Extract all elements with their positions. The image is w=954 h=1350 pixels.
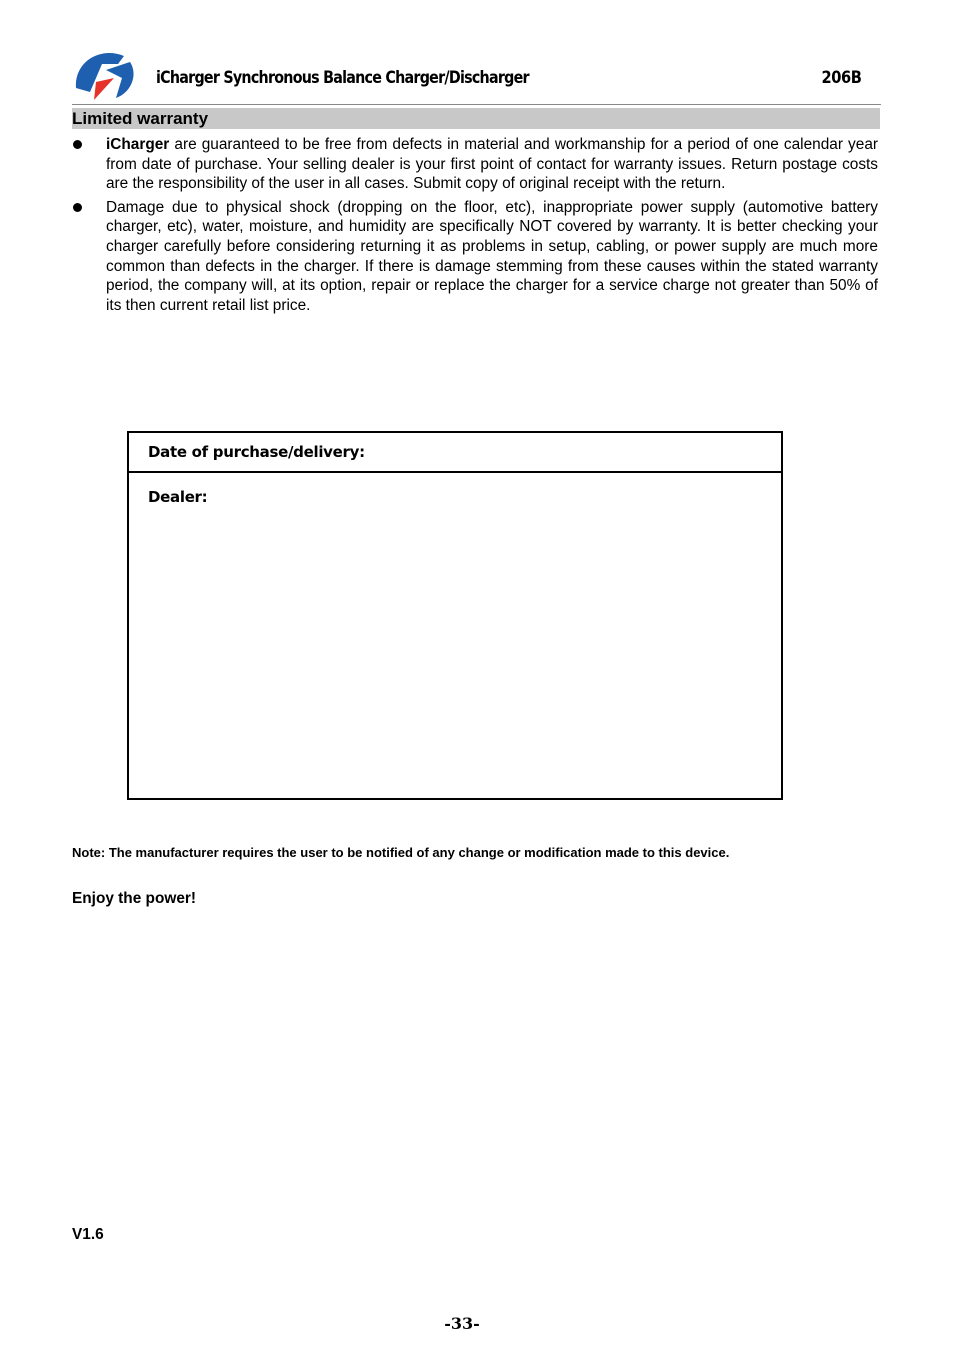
warranty-item-exclusions xyxy=(72,198,878,316)
warranty-coverage-text: are guaranteed to be free from defects in material and workmanship for a period of one calendar year from date of purchase. Your selling dealer is your first point of contact for warranty issues. Return postage costs are the responsibility of the user in all cases. Submit copy of original receipt with the return. xyxy=(106,136,878,193)
page-header xyxy=(72,48,881,105)
brand-name: iCharger xyxy=(106,136,170,153)
warranty-item-coverage xyxy=(72,135,878,194)
bullet-icon xyxy=(73,140,82,149)
closing-text: Enjoy the power! xyxy=(72,890,196,907)
bullet-icon xyxy=(73,203,82,212)
header-model: 206B xyxy=(821,68,861,88)
date-of-purchase-field[interactable] xyxy=(129,433,781,473)
warranty-exclusions-text: Damage due to physical shock (dropping on the floor, etc), inappropriate power supply (automotive battery charger, etc), water, moisture, and humidity are specifically NOT covered by warranty. It is better checking your charger carefully before considering returning it as problems in setup, cabling, or power supply are much more common than defects in the charger. If there is damage stemming from these causes within the stated warranty period, the company will, at its option, repair or replace the charger for a service charge not greater than 50% of its then current retail list price. xyxy=(106,198,878,314)
dealer-label: Dealer: xyxy=(148,488,208,506)
warranty-list xyxy=(72,135,878,319)
purchase-record-box xyxy=(127,431,783,800)
manufacturer-note: Note: The manufacturer requires the user to be notified of any change or modification made to this device. xyxy=(72,845,730,860)
dealer-field[interactable] xyxy=(129,473,781,798)
header-title: iCharger Synchronous Balance Charger/Discharger xyxy=(156,68,529,88)
section-title: Limited warranty xyxy=(72,108,880,129)
date-of-purchase-label: Date of purchase/delivery: xyxy=(148,443,365,461)
page-number: -33- xyxy=(444,1314,480,1333)
icharger-logo-icon xyxy=(72,48,138,102)
version-label: V1.6 xyxy=(72,1226,104,1243)
